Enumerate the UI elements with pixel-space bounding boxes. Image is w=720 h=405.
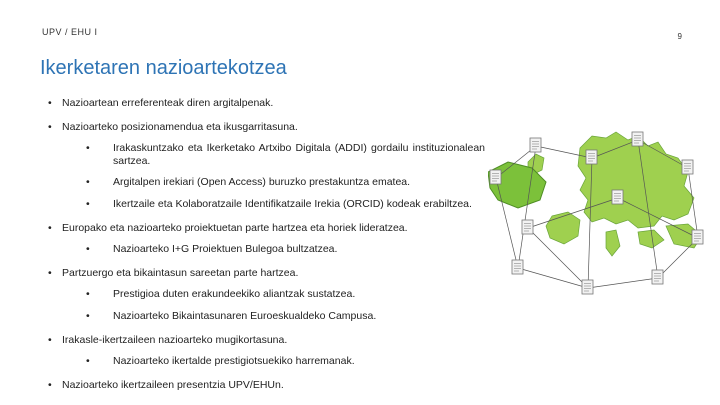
bullet-list xyxy=(48,97,498,402)
sub-bullet-item: • Prestigioa duten erakundeekiko aliantzak sustatzea. xyxy=(48,288,498,301)
header-org: UPV / EHU I xyxy=(42,27,98,37)
sub-bullet-item: • Nazioarteko Bikaintasunaren Euroeskualdeko Campusa. xyxy=(48,310,498,323)
sub-bullet-item: • Ikertzaile eta Kolaboratzaile Identifikatzaile Irekia (ORCID) kodeak erabiltzea. xyxy=(48,198,498,211)
bullet-item: • Nazioarteko posizionamendua eta ikusgarritasuna. xyxy=(48,121,498,134)
bullet-item: • Nazioartean erreferenteak diren argitalpenak. xyxy=(48,97,498,110)
bullet-item: • Irakasle-ikertzaileen nazioarteko mugikortasuna. xyxy=(48,334,498,347)
bullet-item: • Nazioarteko ikertzaileen presentzia UPV/EHUn. xyxy=(48,379,498,392)
sub-bullet-item: • Nazioarteko ikertalde prestigiotsuekiko harremanak. xyxy=(48,355,498,368)
sub-bullet-item: • Argitalpen irekiari (Open Access) buruzko prestakuntza ematea. xyxy=(48,176,498,189)
europe-map-network-icon xyxy=(488,128,710,308)
sub-bullet-item: • Irakaskuntzako eta Ikerketako Artxibo Digitala (ADDI) gordailu instituzionalean sartzea. xyxy=(48,142,485,167)
bullet-item: • Partzuergo eta bikaintasun sareetan parte hartzea. xyxy=(48,267,498,280)
sub-bullet-item: • Nazioarteko I+G Proiektuen Bulegoa bultzatzea. xyxy=(48,243,498,256)
page-number: 9 xyxy=(677,32,682,41)
page-title: Ikerketaren nazioartekotzea xyxy=(40,57,287,79)
bullet-item: • Europako eta nazioarteko proiektuetan parte hartzea eta horiek lideratzea. xyxy=(48,222,498,235)
